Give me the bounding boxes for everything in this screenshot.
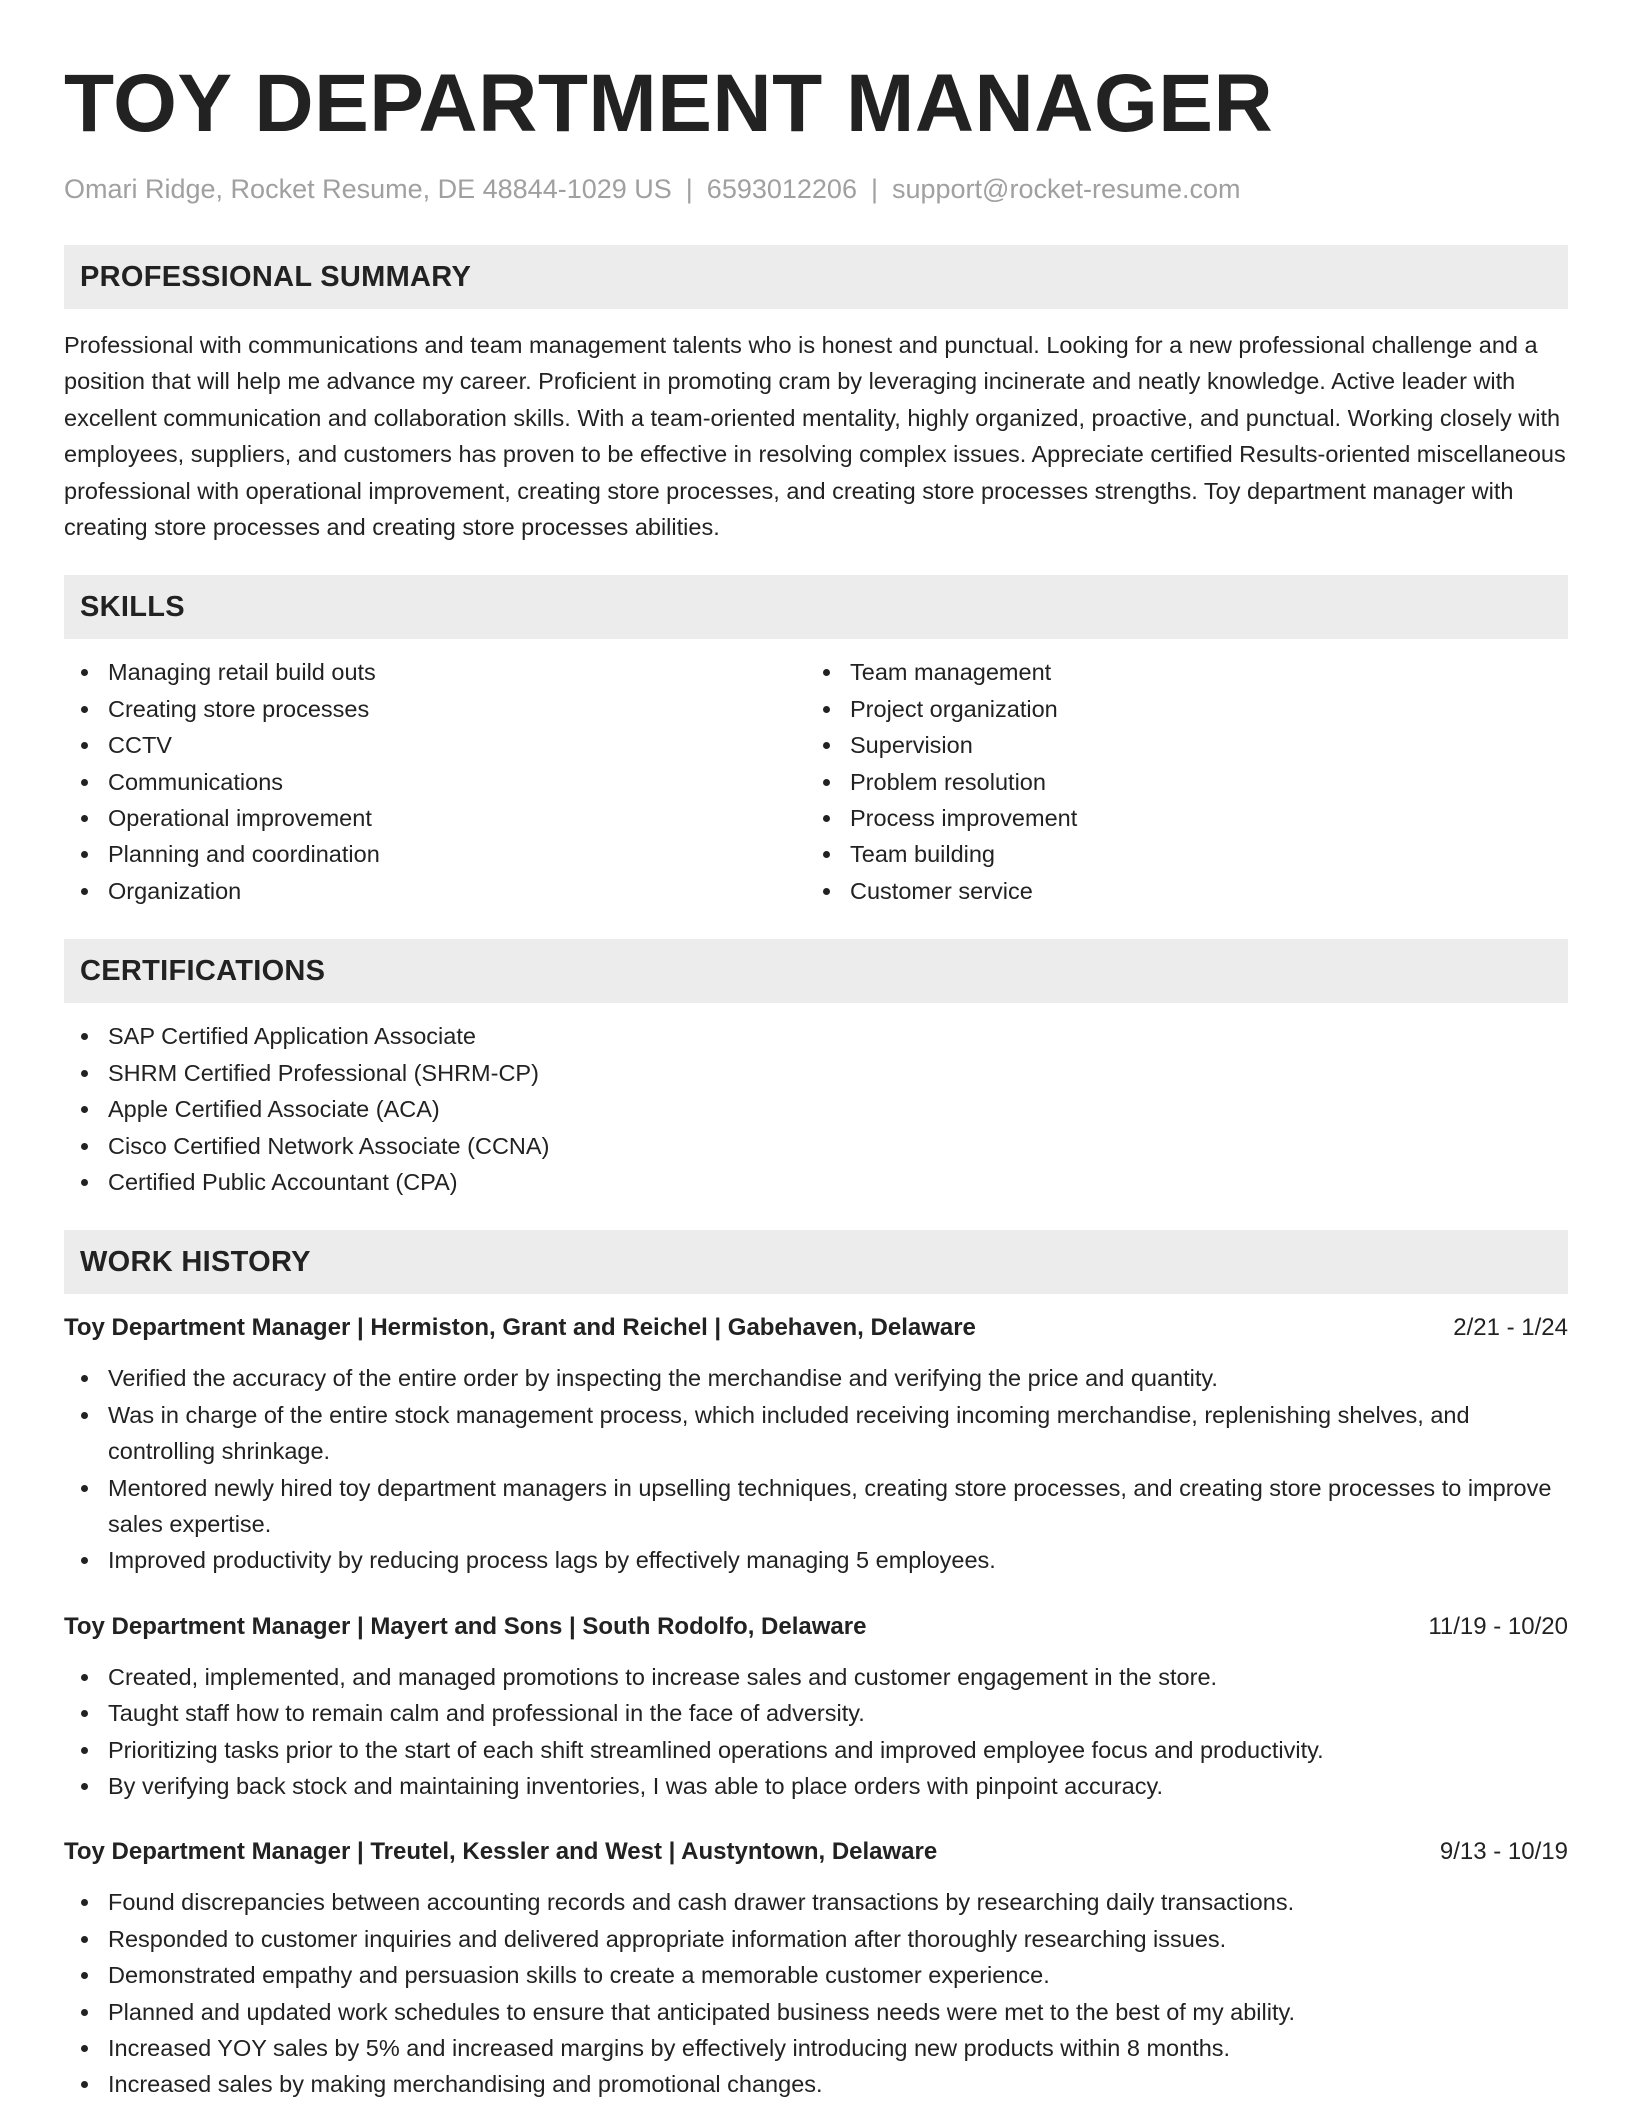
job-bullet: Created, implemented, and managed promotions to increase sales and customer engagement in the store.: [64, 1659, 1568, 1695]
work-history-heading: WORK HISTORY: [64, 1230, 1568, 1294]
contact-address: Omari Ridge, Rocket Resume, DE 48844-1029 US: [64, 174, 672, 204]
job-bullet: Increased sales by making merchandising and promotional changes.: [64, 2066, 1568, 2102]
resume-title: TOY DEPARTMENT MANAGER: [64, 58, 1274, 149]
job-bullet: Planned and updated work schedules to ensure that anticipated business needs were met to the best of my ability.: [64, 1994, 1568, 2030]
summary-text: Professional with communications and team management talents who is honest and punctual. Looking for a new professional challenge and a position that will help me advance my career. Proficient in promoting cram by leveraging incinerate and neatly knowledge. Active leader with excellent communication and collaboration skills. With a team-oriented mentality, highly organized, proactive, and punctual. Working closely with employees, suppliers, and customers has proven to be effective in resolving complex issues. Appreciate certified Results-oriented miscellaneous professional with operational improvement, creating store processes, and creating store processes strengths. Toy department manager with creating store processes and creating store processes abilities.: [64, 332, 1566, 541]
skills-columns: [64, 654, 1568, 909]
skills-list-right: [806, 654, 1548, 909]
contact-email: support@rocket-resume.com: [891, 174, 1241, 204]
job-bullets: [64, 1884, 1568, 2102]
skill-item: Organization: [64, 873, 806, 909]
job-bullet: Increased YOY sales by 5% and increased margins by effectively introducing new products within 8 months.: [64, 2030, 1568, 2066]
job-bullet: Verified the accuracy of the entire order by inspecting the merchandise and verifying the price and quantity.: [64, 1360, 1568, 1396]
job-bullet: Was in charge of the entire stock management process, which included receiving incoming merchandise, replenishing shelves, and controlling shrinkage.: [64, 1397, 1568, 1470]
job-dates: 2/21 - 1/24: [1453, 1314, 1568, 1342]
job-bullet: Prioritizing tasks prior to the start of each shift streamlined operations and improved employee focus and productivity.: [64, 1732, 1568, 1768]
certification-item: SAP Certified Application Associate: [64, 1018, 1568, 1054]
skill-item: Team building: [806, 836, 1548, 872]
job-bullet: By verifying back stock and maintaining inventories, I was able to place orders with pinpoint accuracy.: [64, 1768, 1568, 1804]
job-dates: 9/13 - 10/19: [1439, 1838, 1568, 1866]
job-title: Toy Department Manager | Mayert and Sons | South Rodolfo, Delaware: [64, 1612, 867, 1640]
skill-item: Supervision: [806, 727, 1548, 763]
skill-item: Problem resolution: [806, 764, 1548, 800]
certification-item: Certified Public Accountant (CPA): [64, 1164, 1568, 1200]
contact-phone: 6593012206: [706, 174, 857, 204]
contact-separator: |: [870, 174, 878, 204]
job-title: Toy Department Manager | Treutel, Kessler and West | Austyntown, Delaware: [64, 1838, 938, 1866]
skill-item: Process improvement: [806, 800, 1548, 836]
job-entry: [64, 1834, 1568, 2102]
skill-item: Planning and coordination: [64, 836, 806, 872]
skill-item: Team management: [806, 654, 1548, 690]
job-bullet: Mentored newly hired toy department managers in upselling techniques, creating store processes, and creating store processes to improve sales expertise.: [64, 1470, 1568, 1543]
job-header: [64, 1834, 1568, 1870]
certifications-section: [64, 939, 1568, 1200]
skill-item: Managing retail build outs: [64, 654, 806, 690]
skill-item: Creating store processes: [64, 691, 806, 727]
skills-section: [64, 575, 1568, 909]
certifications-heading: CERTIFICATIONS: [64, 939, 1568, 1003]
contact-line: [64, 172, 1568, 206]
certification-item: Apple Certified Associate (ACA): [64, 1091, 1568, 1127]
job-title: Toy Department Manager | Hermiston, Grant and Reichel | Gabehaven, Delaware: [64, 1314, 976, 1342]
job-bullet: Demonstrated empathy and persuasion skills to create a memorable customer experience.: [64, 1957, 1568, 1993]
resume-page: [64, 0, 1568, 2103]
certifications-list: [64, 1018, 1568, 1200]
job-bullet: Responded to customer inquiries and delivered appropriate information after thoroughly researching issues.: [64, 1921, 1568, 1957]
job-entry: [64, 1609, 1568, 1805]
skill-item: CCTV: [64, 727, 806, 763]
skill-item: Project organization: [806, 691, 1548, 727]
skill-item: Communications: [64, 764, 806, 800]
job-dates: 11/19 - 10/20: [1428, 1612, 1568, 1640]
skills-list-left: [64, 654, 806, 909]
certification-item: Cisco Certified Network Associate (CCNA): [64, 1128, 1568, 1164]
skill-item: Customer service: [806, 873, 1548, 909]
skill-item: Operational improvement: [64, 800, 806, 836]
job-bullet: Improved productivity by reducing process lags by effectively managing 5 employees.: [64, 1542, 1568, 1578]
summary-section: [64, 245, 1568, 545]
job-header: [64, 1609, 1568, 1645]
certification-item: SHRM Certified Professional (SHRM-CP): [64, 1055, 1568, 1091]
job-entry: [64, 1310, 1568, 1578]
contact-separator: |: [685, 174, 693, 204]
skills-heading: SKILLS: [64, 575, 1568, 639]
job-bullet: Found discrepancies between accounting records and cash drawer transactions by researching daily transactions.: [64, 1884, 1568, 1920]
job-bullet: Taught staff how to remain calm and professional in the face of adversity.: [64, 1695, 1568, 1731]
summary-heading: PROFESSIONAL SUMMARY: [64, 245, 1568, 309]
job-bullets: [64, 1659, 1568, 1805]
work-history-section: [64, 1230, 1568, 2103]
job-header: [64, 1310, 1568, 1346]
job-bullets: [64, 1360, 1568, 1578]
